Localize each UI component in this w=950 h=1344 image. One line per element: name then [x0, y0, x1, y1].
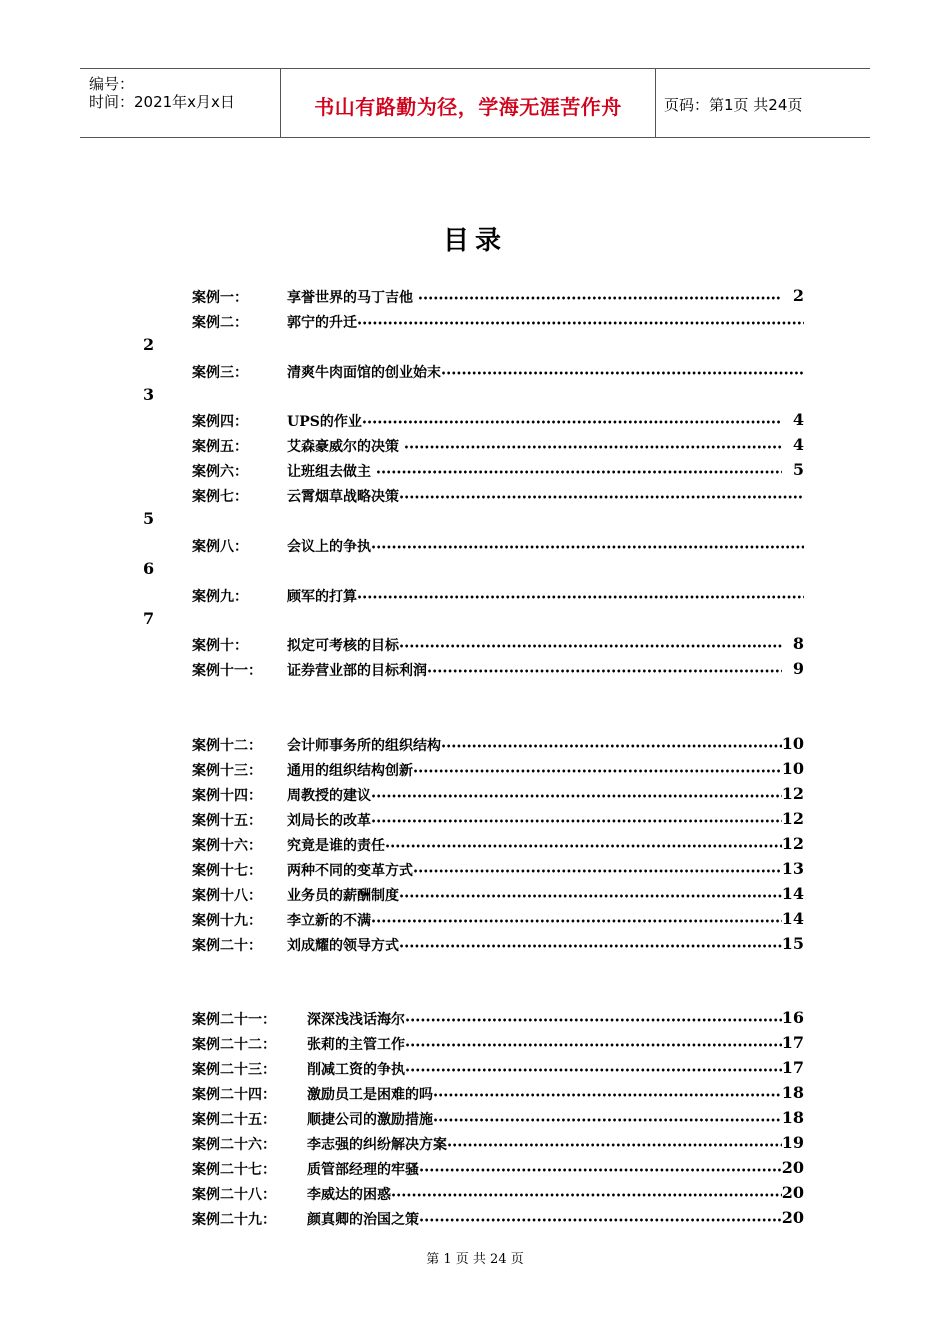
toc-page: 20: [781, 1183, 804, 1202]
toc-entry[interactable]: [192, 885, 804, 907]
toc-wrapped-page: 2: [143, 335, 155, 354]
toc-page: 19: [781, 1133, 804, 1152]
toc-label: 案例二十三：: [192, 1062, 276, 1078]
toc-entry[interactable]: [192, 1059, 804, 1081]
toc-page: 15: [781, 934, 804, 953]
toc-label: 案例二十二：: [192, 1037, 276, 1053]
toc-entry[interactable]: [192, 1009, 804, 1031]
toc-page: 9: [792, 659, 804, 678]
toc-label: 案例十二：: [192, 738, 262, 754]
toc-entry[interactable]: [192, 536, 804, 558]
toc-name: 会议上的争执 •••••: [287, 536, 804, 556]
toc-label: 案例二：: [192, 315, 248, 331]
toc-name: 究竟是谁的责任 •••••: [287, 835, 782, 855]
toc-label: 案例十六：: [192, 838, 262, 854]
toc-label: 案例二十八：: [192, 1187, 276, 1203]
toc-page: 14: [781, 884, 804, 903]
toc-name: 证券营业部的目标利润 •••••: [287, 660, 782, 680]
toc-page: 14: [781, 909, 804, 928]
toc-entry[interactable]: [192, 486, 804, 508]
toc-name: 郭宁的升迁 •••••: [287, 312, 804, 332]
toc-label: 案例十四：: [192, 788, 262, 804]
toc-label: 案例七：: [192, 489, 248, 505]
toc-label: 案例四：: [192, 414, 248, 430]
toc-label: 案例二十四：: [192, 1087, 276, 1103]
toc-name: 李威达的困惑 •••••: [307, 1184, 782, 1204]
toc-name: 深深浅浅话海尔 •••••: [307, 1009, 782, 1029]
toc-label: 案例二十：: [192, 938, 262, 954]
serial-label: 编号：: [89, 75, 135, 93]
toc-name: 清爽牛肉面馆的创业始末 •••••: [287, 362, 804, 382]
toc-label: 案例十七：: [192, 863, 262, 879]
toc-page: 20: [781, 1158, 804, 1177]
toc-label: 案例一：: [192, 290, 248, 306]
toc-name: 刘成耀的领导方式 •••••: [287, 935, 782, 955]
time-label: 时间：2021年x月x日: [89, 93, 235, 111]
toc-page: 5: [792, 460, 804, 479]
toc-name: 激励员工是困难的吗 •••••: [307, 1084, 782, 1104]
toc-entry[interactable]: [192, 935, 804, 957]
toc-name: UPS的作业 •••••: [287, 411, 782, 431]
toc-entry[interactable]: [192, 1209, 804, 1231]
toc-name: 两种不同的变革方式 •••••: [287, 860, 782, 880]
toc-wrapped-page: 3: [143, 385, 155, 404]
toc-name: 享誉世界的马丁吉他 •••••: [287, 287, 782, 307]
toc-entry[interactable]: [192, 1184, 804, 1206]
toc-label: 案例二十九：: [192, 1212, 276, 1228]
toc-name: 削减工资的争执 •••••: [307, 1059, 782, 1079]
toc-name: 通用的组织结构创新 •••••: [287, 760, 782, 780]
toc-entry[interactable]: [192, 660, 804, 682]
toc-entry[interactable]: [192, 835, 804, 857]
toc-label: 案例十：: [192, 638, 248, 654]
toc-label: 案例十九：: [192, 913, 262, 929]
toc-page: 4: [792, 435, 804, 454]
toc-page: 18: [781, 1083, 804, 1102]
toc-label: 案例十五：: [192, 813, 262, 829]
page-info: 页码：第1页 共24页: [664, 96, 803, 114]
toc-label: 案例二十一：: [192, 1012, 276, 1028]
header-motto-cell: [280, 69, 656, 137]
toc-page: 13: [781, 859, 804, 878]
toc-page: 4: [792, 410, 804, 429]
toc-label: 案例三：: [192, 365, 248, 381]
toc-entry[interactable]: [192, 1109, 804, 1131]
toc-label: 案例十一：: [192, 663, 262, 679]
toc-name: 业务员的薪酬制度 •••••: [287, 885, 782, 905]
toc-entry[interactable]: [192, 860, 804, 882]
toc-label: 案例九：: [192, 589, 248, 605]
toc-label: 案例十八：: [192, 888, 262, 904]
toc-name: 颜真卿的治国之策 •••••: [307, 1209, 782, 1229]
toc-page: 10: [781, 759, 804, 778]
toc-entry[interactable]: [192, 411, 804, 433]
toc-name: 让班组去做主 •••••: [287, 461, 782, 481]
toc-name: 周教授的建议 •••••: [287, 785, 782, 805]
header-page-cell: [655, 69, 870, 137]
toc-page: 10: [781, 734, 804, 753]
toc-entry[interactable]: [192, 760, 804, 782]
toc-entry[interactable]: [192, 1134, 804, 1156]
toc-entry[interactable]: [192, 1159, 804, 1181]
toc-page: 2: [792, 286, 804, 305]
toc-page: 20: [781, 1208, 804, 1227]
toc-entry[interactable]: [192, 810, 804, 832]
toc-page: 12: [781, 809, 804, 828]
toc-name: 李立新的不满 •••••: [287, 910, 782, 930]
toc-name: 李志强的纠纷解决方案 •••••: [307, 1134, 782, 1154]
toc-page: 8: [792, 634, 804, 653]
toc-entry[interactable]: [192, 436, 804, 458]
toc-wrapped-page: 5: [143, 509, 155, 528]
toc-label: 案例八：: [192, 539, 248, 555]
toc-name: 顺捷公司的激励措施 •••••: [307, 1109, 782, 1129]
toc-label: 案例二十七：: [192, 1162, 276, 1178]
motto: 书山有路勤为径，学海无涯苦作舟: [314, 95, 622, 119]
toc-name: 会计师事务所的组织结构 •••••: [287, 735, 782, 755]
toc-page: 16: [781, 1008, 804, 1027]
toc-label: 案例十三：: [192, 763, 262, 779]
toc-entry[interactable]: [192, 1084, 804, 1106]
page-title: 目录: [442, 226, 507, 256]
toc-wrapped-page: 7: [143, 609, 155, 628]
toc-name: 刘局长的改革 •••••: [287, 810, 782, 830]
toc-label: 案例五：: [192, 439, 248, 455]
page-footer: 第 1 页 共 24 页: [426, 1252, 524, 1267]
toc-entry[interactable]: [192, 910, 804, 932]
toc-page: 17: [781, 1058, 804, 1077]
toc-name: 艾森豪威尔的决策 •••••: [287, 436, 782, 456]
header-meta-cell: [80, 69, 280, 137]
toc-page: 12: [781, 784, 804, 803]
toc-label: 案例二十六：: [192, 1137, 276, 1153]
toc-name: 拟定可考核的目标 •••••: [287, 635, 782, 655]
toc-label: 案例二十五：: [192, 1112, 276, 1128]
header-table: [80, 68, 870, 138]
toc-entry[interactable]: [192, 785, 804, 807]
toc-name: 云霄烟草战略决策 •••••: [287, 486, 804, 506]
toc-entry[interactable]: [192, 1034, 804, 1056]
toc-name: 顾军的打算 •••••: [287, 586, 804, 606]
toc-entry[interactable]: [192, 635, 804, 657]
toc-name: 张莉的主管工作 •••••: [307, 1034, 782, 1054]
toc-page: 18: [781, 1108, 804, 1127]
toc-entry[interactable]: [192, 362, 804, 384]
toc-page: 17: [781, 1033, 804, 1052]
toc-entry[interactable]: [192, 312, 804, 334]
toc-entry[interactable]: [192, 586, 804, 608]
toc-entry[interactable]: [192, 461, 804, 483]
toc-label: 案例六：: [192, 464, 248, 480]
toc-page: 12: [781, 834, 804, 853]
toc-entry[interactable]: [192, 735, 804, 757]
toc-entry[interactable]: [192, 287, 804, 309]
toc-name: 质管部经理的牢骚 •••••: [307, 1159, 782, 1179]
toc-wrapped-page: 6: [143, 559, 155, 578]
